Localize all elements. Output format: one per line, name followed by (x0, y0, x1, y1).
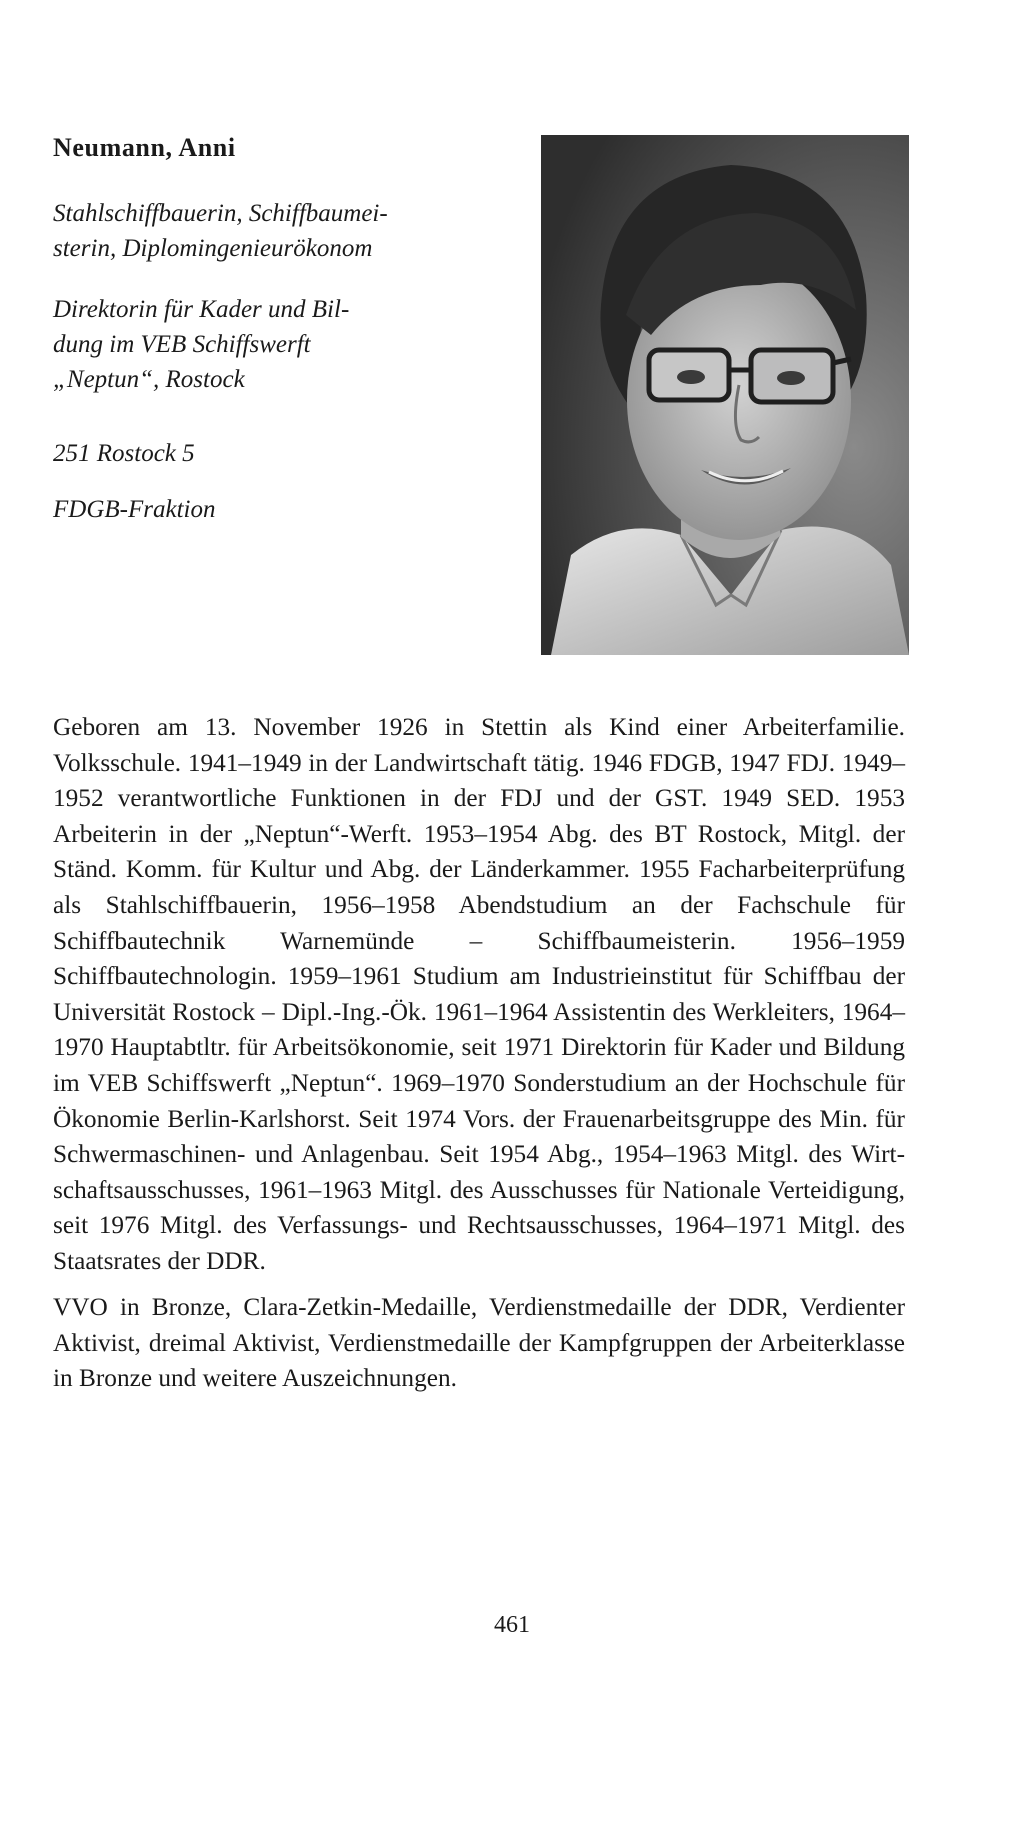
entry-name: Neumann, Anni (53, 133, 236, 162)
entry-address: 251 Rostock 5 (53, 440, 195, 467)
awards-text: VVO in Bronze, Clara-Zetkin-Medaille, Verdienstmedaille der DDR, Verdienter Aktivist, dreimal Aktivist, Verdienstmedaille der Kampfgruppen der Arbeiterklasse in Bronze und weitere Auszeichnungen. (53, 1293, 905, 1393)
portrait-icon (541, 135, 909, 655)
biography-text: Geboren am 13. November 1926 in Stettin als Kind einer Arbeiterfamilie. Volksschule. 1941–1949 in der Landwirtschaft tätig. 1946 FDGB, 1947 FDJ. 1949–1952 verantwortliche Funktionen in der FDJ und der GST. 1949 SED. 1953 Arbeiterin in der „Neptun“-Werft. 1953–1954 Abg. des BT Rostock, Mitgl. der Ständ. Komm. für Kultur und Abg. der Länderkammer. 1955 Facharbeiterprüfung als Stahlschiffbauerin, 1956–1958 Abendstudium an der Fachschule für Schiffbautechnik Warnemünde – Schiffbaumeisterin. 1956–1959 Schiffbautechnologin. 1959–1961 Studium am Industrieinstitut für Schiffbau der Universität Rostock – Dipl.-Ing.-Ök. 1961–1964 Assistentin des Werkleiters, 1964–1970 Hauptabtltr. für Arbeitsökonomie, seit 1971 Direktorin für Kader und Bildung im VEB Schiffswerft „Neptun“. 1969–1970 Sonderstudium an der Hochschule für Ökonomie Berlin-Karlshorst. Seit 1974 Vors. der Frauenarbeitsgruppe des Min. für Schwermaschinen- und Anlagenbau. Seit 1954 Abg., 1954–1963 Mitgl. des Wirtschaftsausschusses, 1961–1963 Mitgl. des Ausschusses für Nationale Verteidigung, seit 1976 Mitgl. des Verfassungs- und Rechtsausschusses, 1964–1971 Mitgl. des Staatsrates der DDR. (53, 713, 905, 1275)
entry-position: Direktorin für Kader und Bil- dung im VEB Schiffswerft „Neptun“, Rostock (53, 296, 350, 393)
portrait-photo (541, 135, 909, 655)
entry-faction: FDGB-Fraktion (53, 496, 216, 523)
entry-occupation: Stahlschiffbauerin, Schiffbaumei- sterin, Diplomingenieurökonom (53, 200, 388, 262)
page-number: 461 (494, 1612, 530, 1638)
